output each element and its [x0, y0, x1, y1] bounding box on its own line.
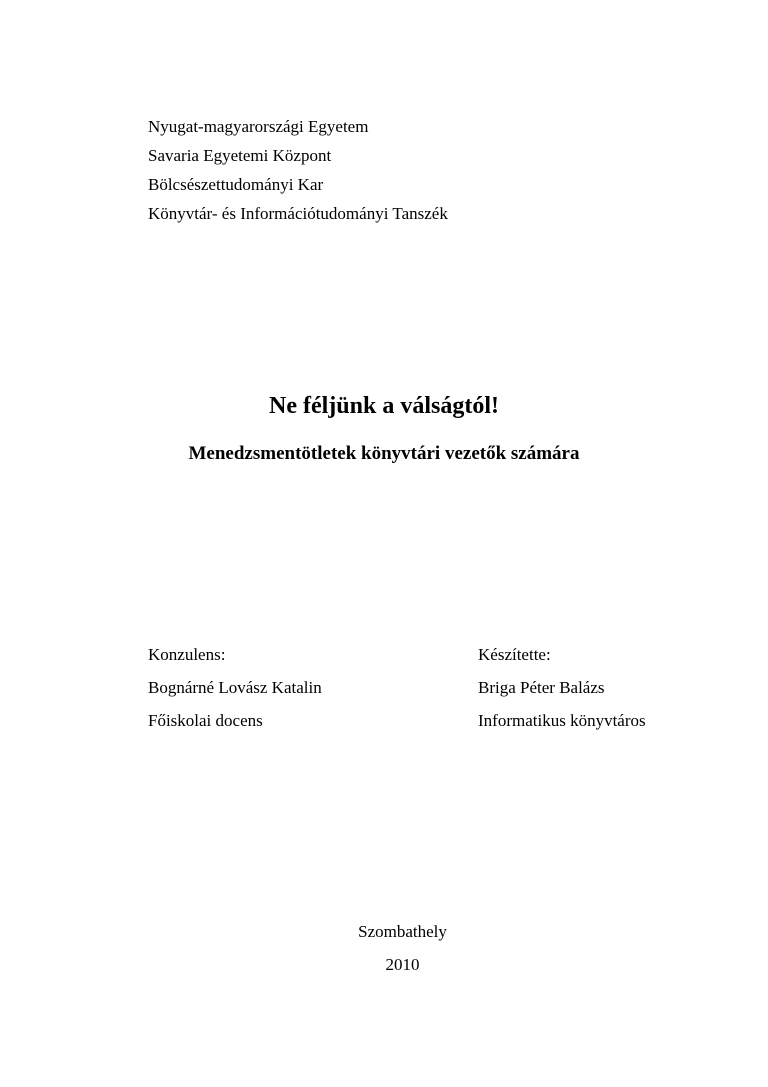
thesis-subtitle: Menedzsmentötletek könyvtári vezetők számára — [188, 443, 580, 464]
department-name: Könyvtár- és Információtudományi Tanszék — [148, 204, 448, 223]
center-name: Savaria Egyetemi Központ — [148, 146, 332, 165]
author-block — [478, 640, 646, 735]
university-name: Nyugat-magyarországi Egyetem — [148, 117, 369, 136]
author-label: Készítette: — [478, 645, 551, 664]
consultant-label: Konzulens: — [148, 645, 226, 664]
author-name: Briga Péter Balázs — [478, 678, 605, 697]
year: 2010 — [385, 955, 420, 974]
institution-header — [148, 112, 448, 228]
place-and-date — [0, 917, 768, 979]
thesis-title: Ne féljünk a válságtól! — [269, 393, 499, 419]
faculty-name: Bölcsészettudományi Kar — [148, 175, 324, 194]
consultant-block — [148, 640, 322, 735]
city: Szombathely — [358, 922, 447, 941]
consultant-position: Főiskolai docens — [148, 711, 263, 730]
author-position: Informatikus könyvtáros — [478, 711, 646, 730]
consultant-name: Bognárné Lovász Katalin — [148, 678, 322, 697]
